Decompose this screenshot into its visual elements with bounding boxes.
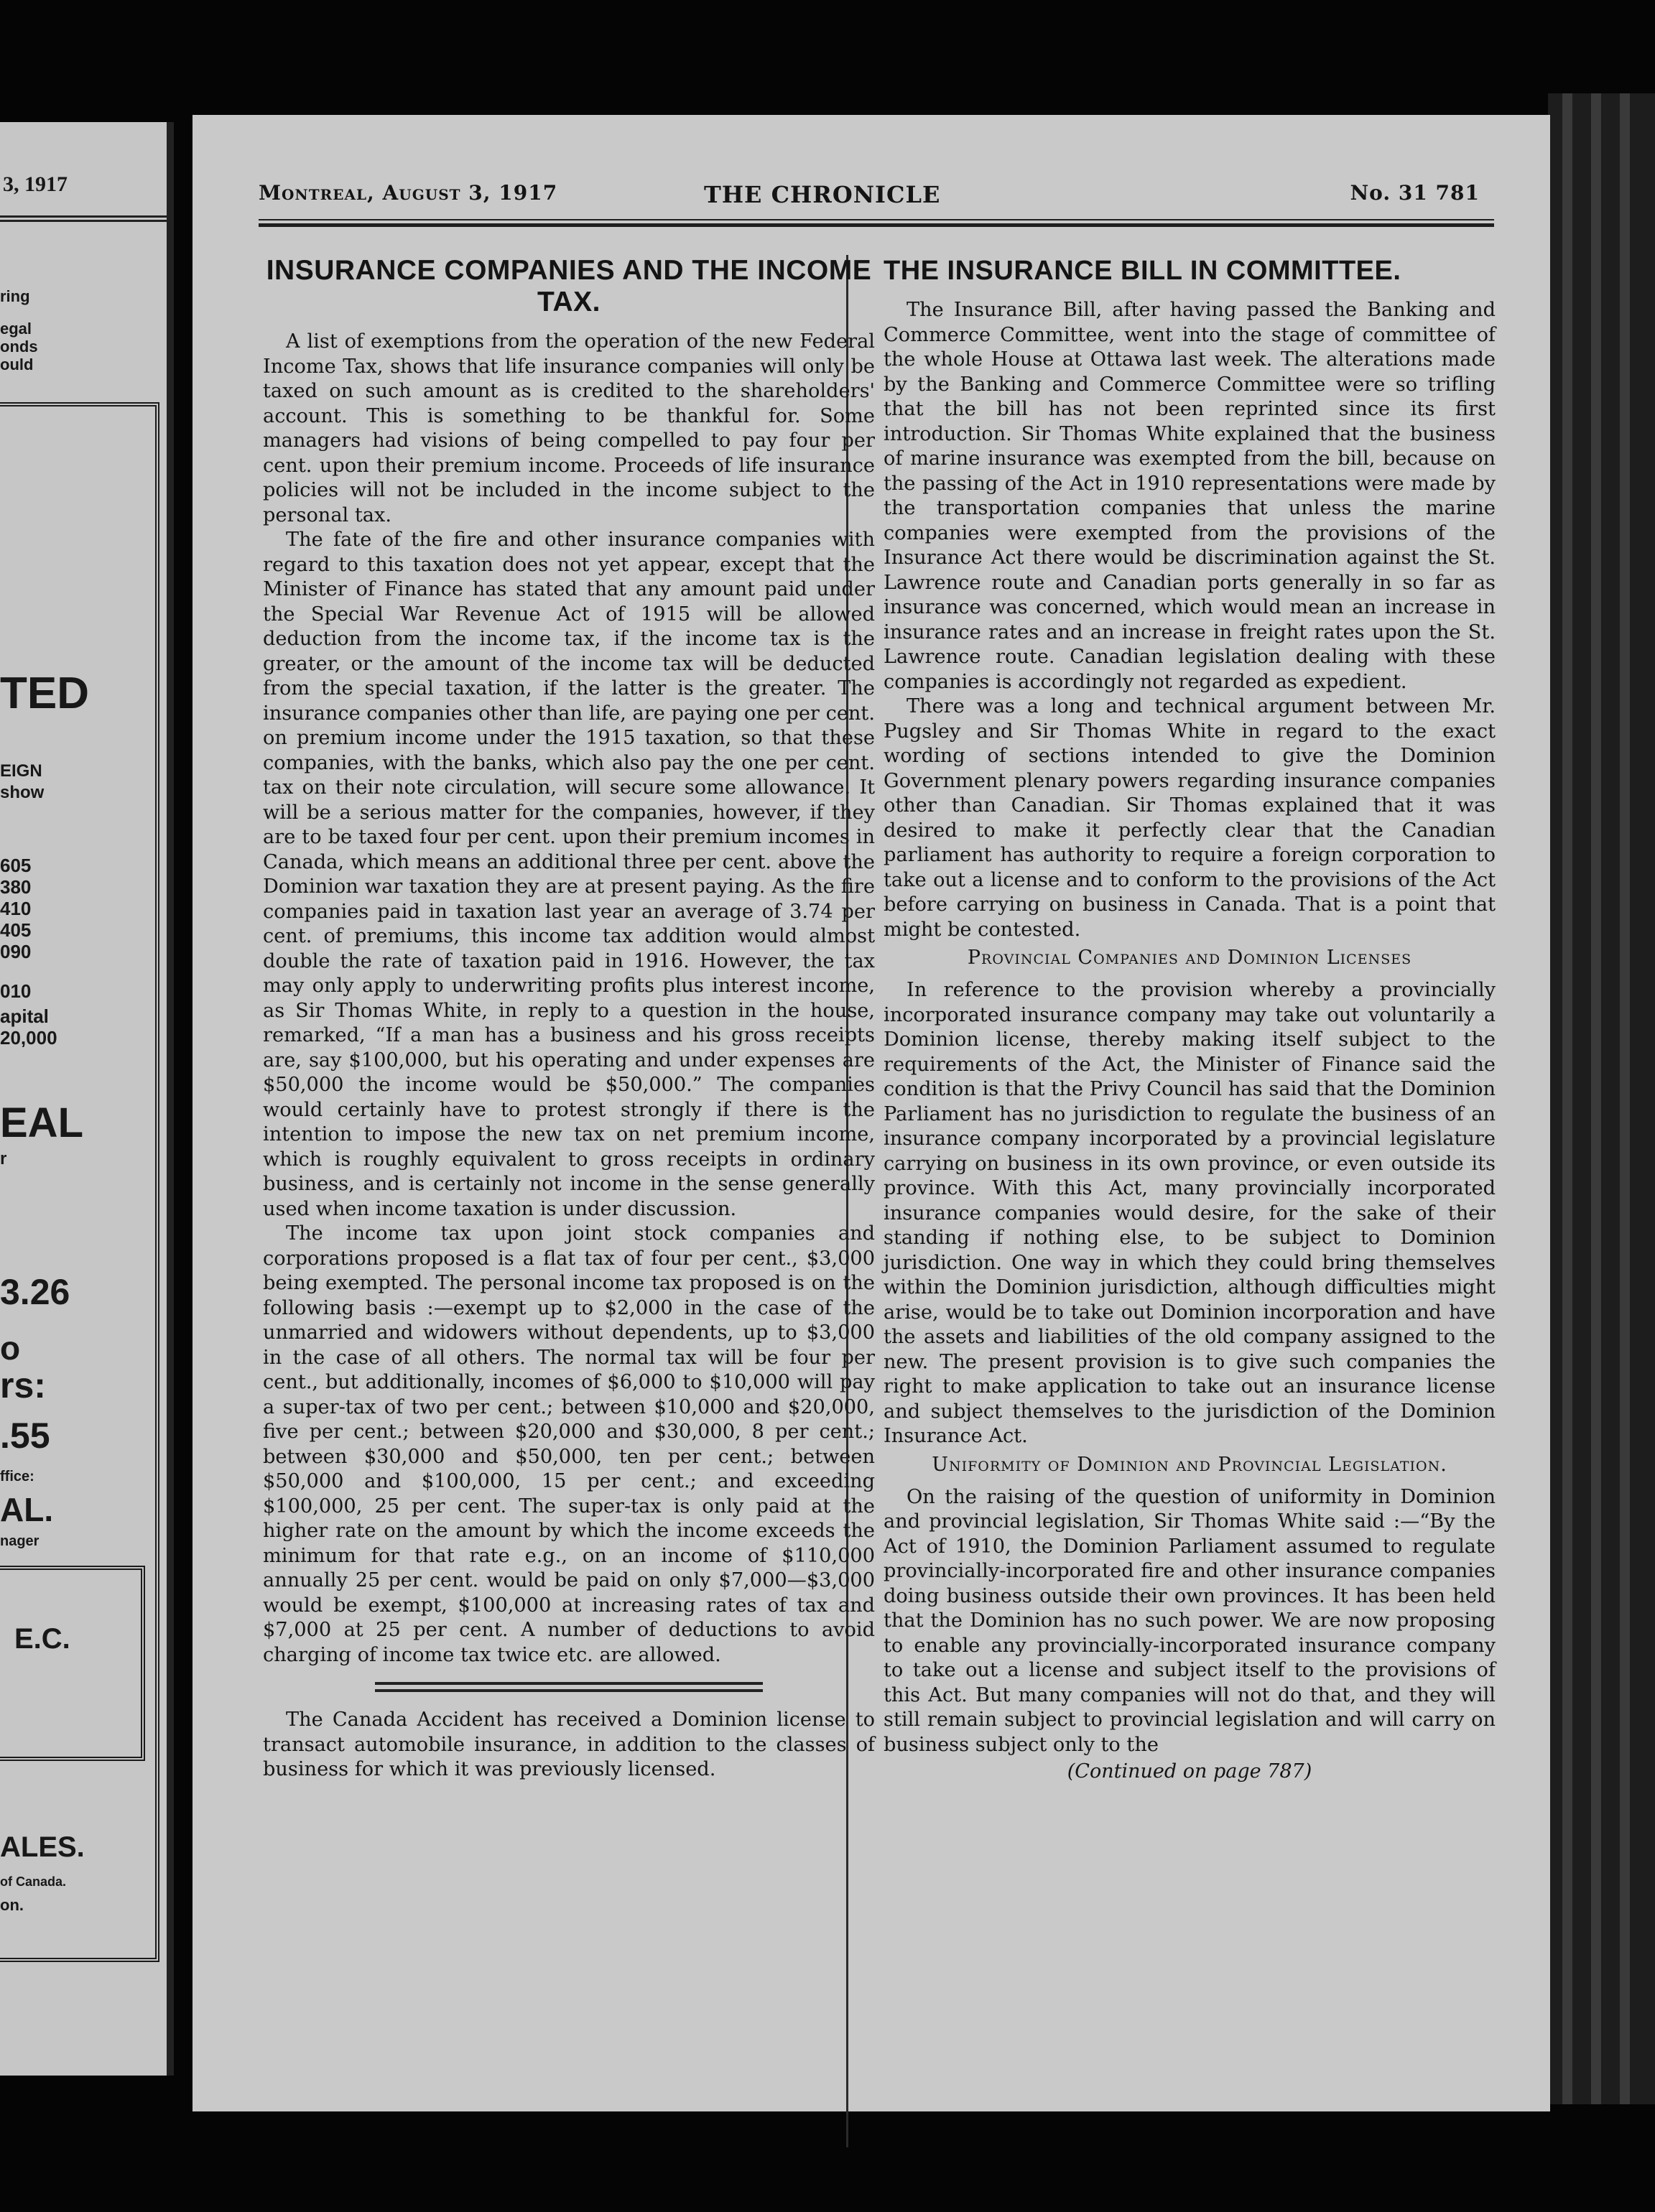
left-fragment: 3.26: [0, 1272, 70, 1312]
book-page-edges: [1548, 93, 1655, 2104]
page-edge-band: [1620, 93, 1630, 2104]
left-fragment: EAL: [0, 1100, 83, 1146]
left-page-date: 3, 1917: [3, 172, 68, 196]
article-paragraph: A list of exemptions from the operation of the new Federal Income Tax, shows that life insurance companies will only be taxed on such amount as is credited to the shareholders' account. This is something to be thankful for. Some managers had visions of being compelled to pay four per cent. upon their premium income. Proceeds of life insurance policies will not be included in the income subject to the personal tax.: [263, 330, 875, 526]
page-edge-band: [1562, 93, 1572, 2104]
left-fragment: 010: [0, 980, 32, 1002]
right-column: [884, 255, 1496, 1785]
left-fragment: ffice:: [0, 1469, 34, 1484]
article-paragraph: On the raising of the question of uniformity in Dominion and provincial legislation, Sir Thomas White said :—“By the Act of 1910, the Dominion Parliament assumed to regulate provincially-incorporated fire and other insurance companies doing business outside their own provinces. It has been held that the Dominion has no such power. We are now proposing to enable any provincially-incorporated insurance company to take out a license and subject itself to the provisions of this Act. But many companies will not do that, and they will still remain subject to provincial legislation and will carry on business subject only to the: [884, 1485, 1496, 1756]
news-note: The Canada Accident has received a Dominion license to transact automobile insurance, in addition to the classes of business for which it was previously licensed.: [263, 1709, 875, 1780]
left-fragment: ALES.: [0, 1831, 85, 1863]
article-paragraph: There was a long and technical argument between Mr. Pugsley and Sir Thomas White in regard to the exact wording of sections intended to give the Dominion Government plenary powers regarding insurance companies other than Canadian. Sir Thomas explained that it was desired to make it perfectly clear that the Canadian parliament has authority to require a foreign corporation to take out a license and to conform to the provisions of the Act before carrying on business in Canada. That is a point that might be contested.: [884, 695, 1496, 941]
header-dateline: Montreal, August 3, 1917: [259, 181, 558, 205]
left-page-inner-box: [0, 1566, 145, 1761]
left-fragment: EIGN: [0, 761, 42, 781]
left-fragment: onds: [0, 338, 38, 356]
left-fragment: .55: [0, 1416, 50, 1456]
left-fragment: 605: [0, 855, 32, 876]
article-headline: THE INSURANCE BILL IN COMMITTEE.: [884, 256, 1401, 286]
left-fragment: TED: [0, 669, 89, 718]
left-fragment: of Canada.: [0, 1874, 67, 1889]
left-fragment: E.C.: [14, 1623, 70, 1655]
left-fragment: 410: [0, 898, 32, 919]
left-page-header-rule: [0, 215, 167, 218]
left-fragment: 090: [0, 941, 32, 962]
header-rule: [259, 219, 1494, 220]
page-edge-band: [1591, 93, 1601, 2104]
left-column: [263, 255, 875, 1783]
left-fragment: nager: [0, 1533, 40, 1549]
article-headline: INSURANCE COMPANIES AND THE INCOME TAX.: [266, 255, 872, 317]
left-fragment: AL.: [0, 1491, 54, 1528]
left-fragment: rs:: [0, 1365, 46, 1405]
left-fragment: 20,000: [0, 1027, 57, 1049]
left-facing-page: [0, 122, 174, 2076]
section-separator: [375, 1682, 763, 1692]
left-fragment: egal: [0, 320, 32, 338]
left-fragment: r: [0, 1149, 7, 1168]
running-header: [259, 181, 1480, 217]
left-fragment: apital: [0, 1005, 49, 1027]
article-paragraph: The fate of the fire and other insurance companies with regard to this taxation does not yet appear, except that the Minister of Finance has stated that any amount paid under the Special War Revenue Act of 1915 will be allowed deduction from the income tax, if the income tax is the greater, or the amount of the income tax will be deducted from the special taxation, if the latter is the greater. The insurance companies other than life, are paying one per cent. on premium income under the 1915 taxation, so that these companies, with the banks, which also pay the one per cent. tax on their note circulation, will secure some allowance. It will be a serious matter for the companies, however, if they are to be taxed four per cent. upon their premium incomes in Canada, which means an additional three per cent. above the Dominion war taxation they are at present paying. As the fire companies paid in taxation last year an average of 3.74 per cent. of premiums, this income tax addition would almost double the rate of taxation paid in 1916. However, the tax may only apply to underwriting profits plus interest income, as Sir Thomas White, in reply to a question in the house, remarked, “If a man has a business and his gross receipts are, say $100,000, but his operating and under expenses are $50,000 the income would be $50,000.” The companies would certainly have to protest strongly if there is the intention to impose the new tax on net premium income, which is roughly equivalent to gross receipts in ordinary business, and is certainly not income in the sense generally used when income taxation is under discussion.: [263, 529, 875, 1220]
left-fragment: 380: [0, 876, 32, 898]
header-rule-thick: [259, 223, 1494, 227]
header-issue-page: No. 31 781: [1350, 181, 1480, 205]
left-fragment: on.: [0, 1896, 24, 1914]
left-page-header-rule-2: [0, 220, 167, 222]
article-paragraph: In reference to the provision whereby a provincially incorporated insurance company may take out voluntarily a Dominion license, thereby making itself subject to the requirements of the Act, the Minister of Finance said the condition is that the Privy Council has said that the Dominion Parliament has no jurisdiction to regulate the business of an insurance company incorporated by a provincial legislature carrying on business in its own province, or even outside its province. With this Act, many provincially incorporated insurance companies would desire, for the sake of their standing if nothing else, to be subject to Dominion jurisdiction. One way in which they could bring themselves within the Dominion jurisdiction, although difficulties might arise, would be to take out Dominion incorporation and have the assets and liabilities of the old company assigned to the new. The present provision is to give such companies the right to make application to take out an insurance license and subject themselves to the jurisdiction of the Dominion Insurance Act.: [884, 979, 1496, 1447]
newspaper-page: [193, 115, 1550, 2111]
left-fragment: 405: [0, 919, 32, 941]
header-publication-title: THE CHRONICLE: [704, 181, 941, 208]
article-paragraph: The Insurance Bill, after having passed the Banking and Commerce Committee, went into the stage of committee of the whole House at Ottawa last week. The alterations made by the Banking and Commerce Committee were so trifling that the bill has not been reprinted since its first introduction. Sir Thomas White explained that the business of marine insurance was exempted from the bill, because on the passing of the Act in 1910 representations were made by the transportation companies that unless the marine companies were exempted from the provisions of the Insurance Act there would be discrimination against the St. Lawrence route and Canadian ports generally in so far as insurance was concerned, which would mean an increase in insurance rates and an increase in freight rates upon the St. Lawrence route. Canadian legislation dealing with these companies is accordingly not regarded as expedient.: [884, 299, 1496, 693]
article-paragraph: The income tax upon joint stock companies and corporations proposed is a flat tax of four per cent., $3,000 being exempted. The personal income tax proposed is on the following basis :—exempt up to $2,000 in the case of the unmarried and widowers without dependents, up to $3,000 in the case of all others. The normal tax will be four per cent., but additionally, incomes of $6,000 to $10,000 will pay a super-tax of two per cent.; between $10,000 and $20,000, five per cent.; between $20,000 and $30,000, 8 per cent.; between $30,000 and $50,000, ten per cent.; between $50,000 and $100,000, 15 per cent.; and exceeding $100,000, 25 per cent. The super-tax is only paid at the higher rate on the amount by which the income exceeds the minimum for that rate e.g., on an income of $110,000 annually 25 per cent. would be paid on only $7,000—$3,000 would be exempt, $100,000 at increasing rates of tax and $7,000 at 25 per cent. A number of deductions to avoid charging of income tax twice etc. are allowed.: [263, 1222, 875, 1666]
left-fragment: ring: [0, 287, 30, 305]
continued-notice: (Continued on page 787): [1067, 1760, 1312, 1783]
left-fragment: ould: [0, 356, 34, 373]
section-subheading: Provincial Companies and Dominion Licenses: [967, 947, 1412, 969]
left-fragment: o: [0, 1329, 21, 1367]
section-subheading: Uniformity of Dominion and Provincial Legislation.: [932, 1453, 1447, 1476]
left-fragment: show: [0, 783, 45, 802]
